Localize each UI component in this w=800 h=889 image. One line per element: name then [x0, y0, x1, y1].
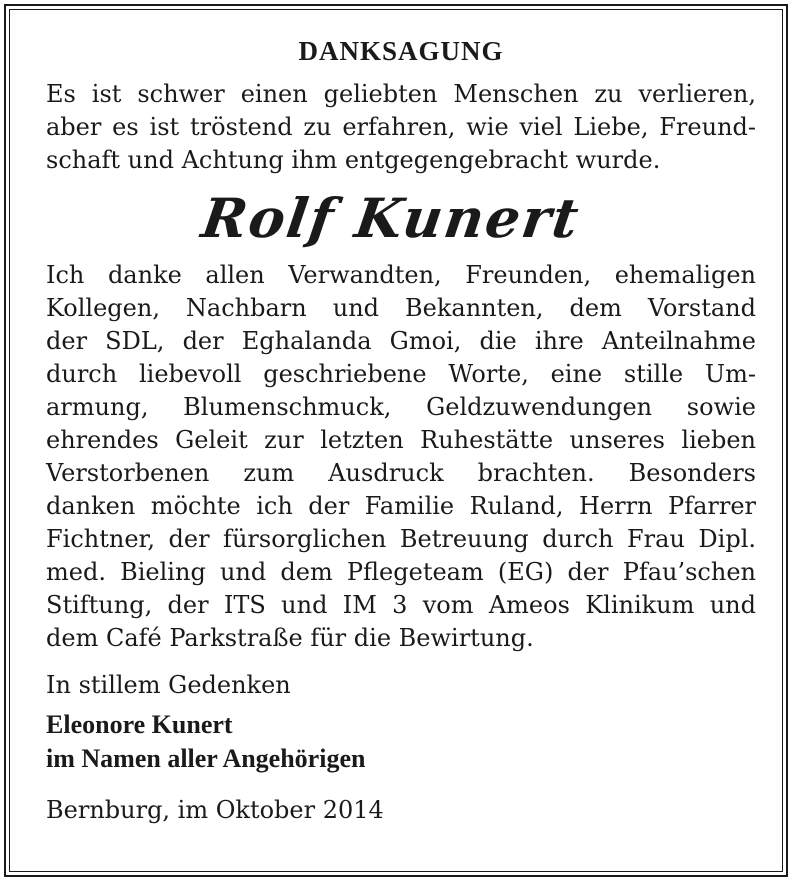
body-line: dem Café Parkstraße für die Bewirtung. [46, 624, 534, 652]
body-line: durch liebevoll geschriebene Worte, eine stille Um- [46, 360, 756, 388]
body-paragraph [46, 259, 756, 655]
body-line: Ich danke allen Verwandten, Freunden, ehemaligen [46, 261, 756, 289]
notice-content [46, 32, 756, 827]
body-line: Verstorbenen zum Ausdruck brachten. Besonders [46, 459, 756, 487]
signer-note: im Namen aller Angehörigen [46, 744, 366, 773]
closing-line: In stillem Gedenken [46, 671, 291, 699]
body-line: danken möchte ich der Familie Ruland, Herrn Pfarrer [46, 492, 756, 520]
body-line: der SDL, der Eghalanda Gmoi, die ihre Anteilnahme [46, 327, 756, 355]
place-date: Bernburg, im Oktober 2014 [46, 796, 384, 824]
deceased-name: Rolf Kunert [197, 186, 585, 250]
signer-name: Eleonore Kunert [46, 710, 233, 739]
body-line: med. Bieling und dem Pflegeteam (EG) der Pfau’schen [46, 558, 756, 586]
body-line: Stiftung, der ITS und IM 3 vom Ameos Klinikum und [46, 591, 756, 619]
notice-title: DANKSAGUNG [298, 36, 504, 66]
intro-paragraph [46, 78, 756, 177]
intro-line: aber es ist tröstend zu erfahren, wie viel Liebe, Freund- [46, 113, 756, 141]
body-line: Kollegen, Nachbarn und Bekannten, dem Vorstand [46, 294, 756, 322]
intro-line: Es ist schwer einen geliebten Menschen zu verlieren, [46, 80, 756, 108]
intro-line: schaft und Achtung ihm entgegengebracht wurde. [46, 146, 661, 174]
body-line: Fichtner, der fürsorglichen Betreuung durch Frau Dipl. [46, 525, 756, 553]
body-line: armung, Blumenschmuck, Geldzuwendungen sowie [46, 393, 756, 421]
body-line: ehrendes Geleit zur letzten Ruhestätte unseres lieben [46, 426, 756, 454]
